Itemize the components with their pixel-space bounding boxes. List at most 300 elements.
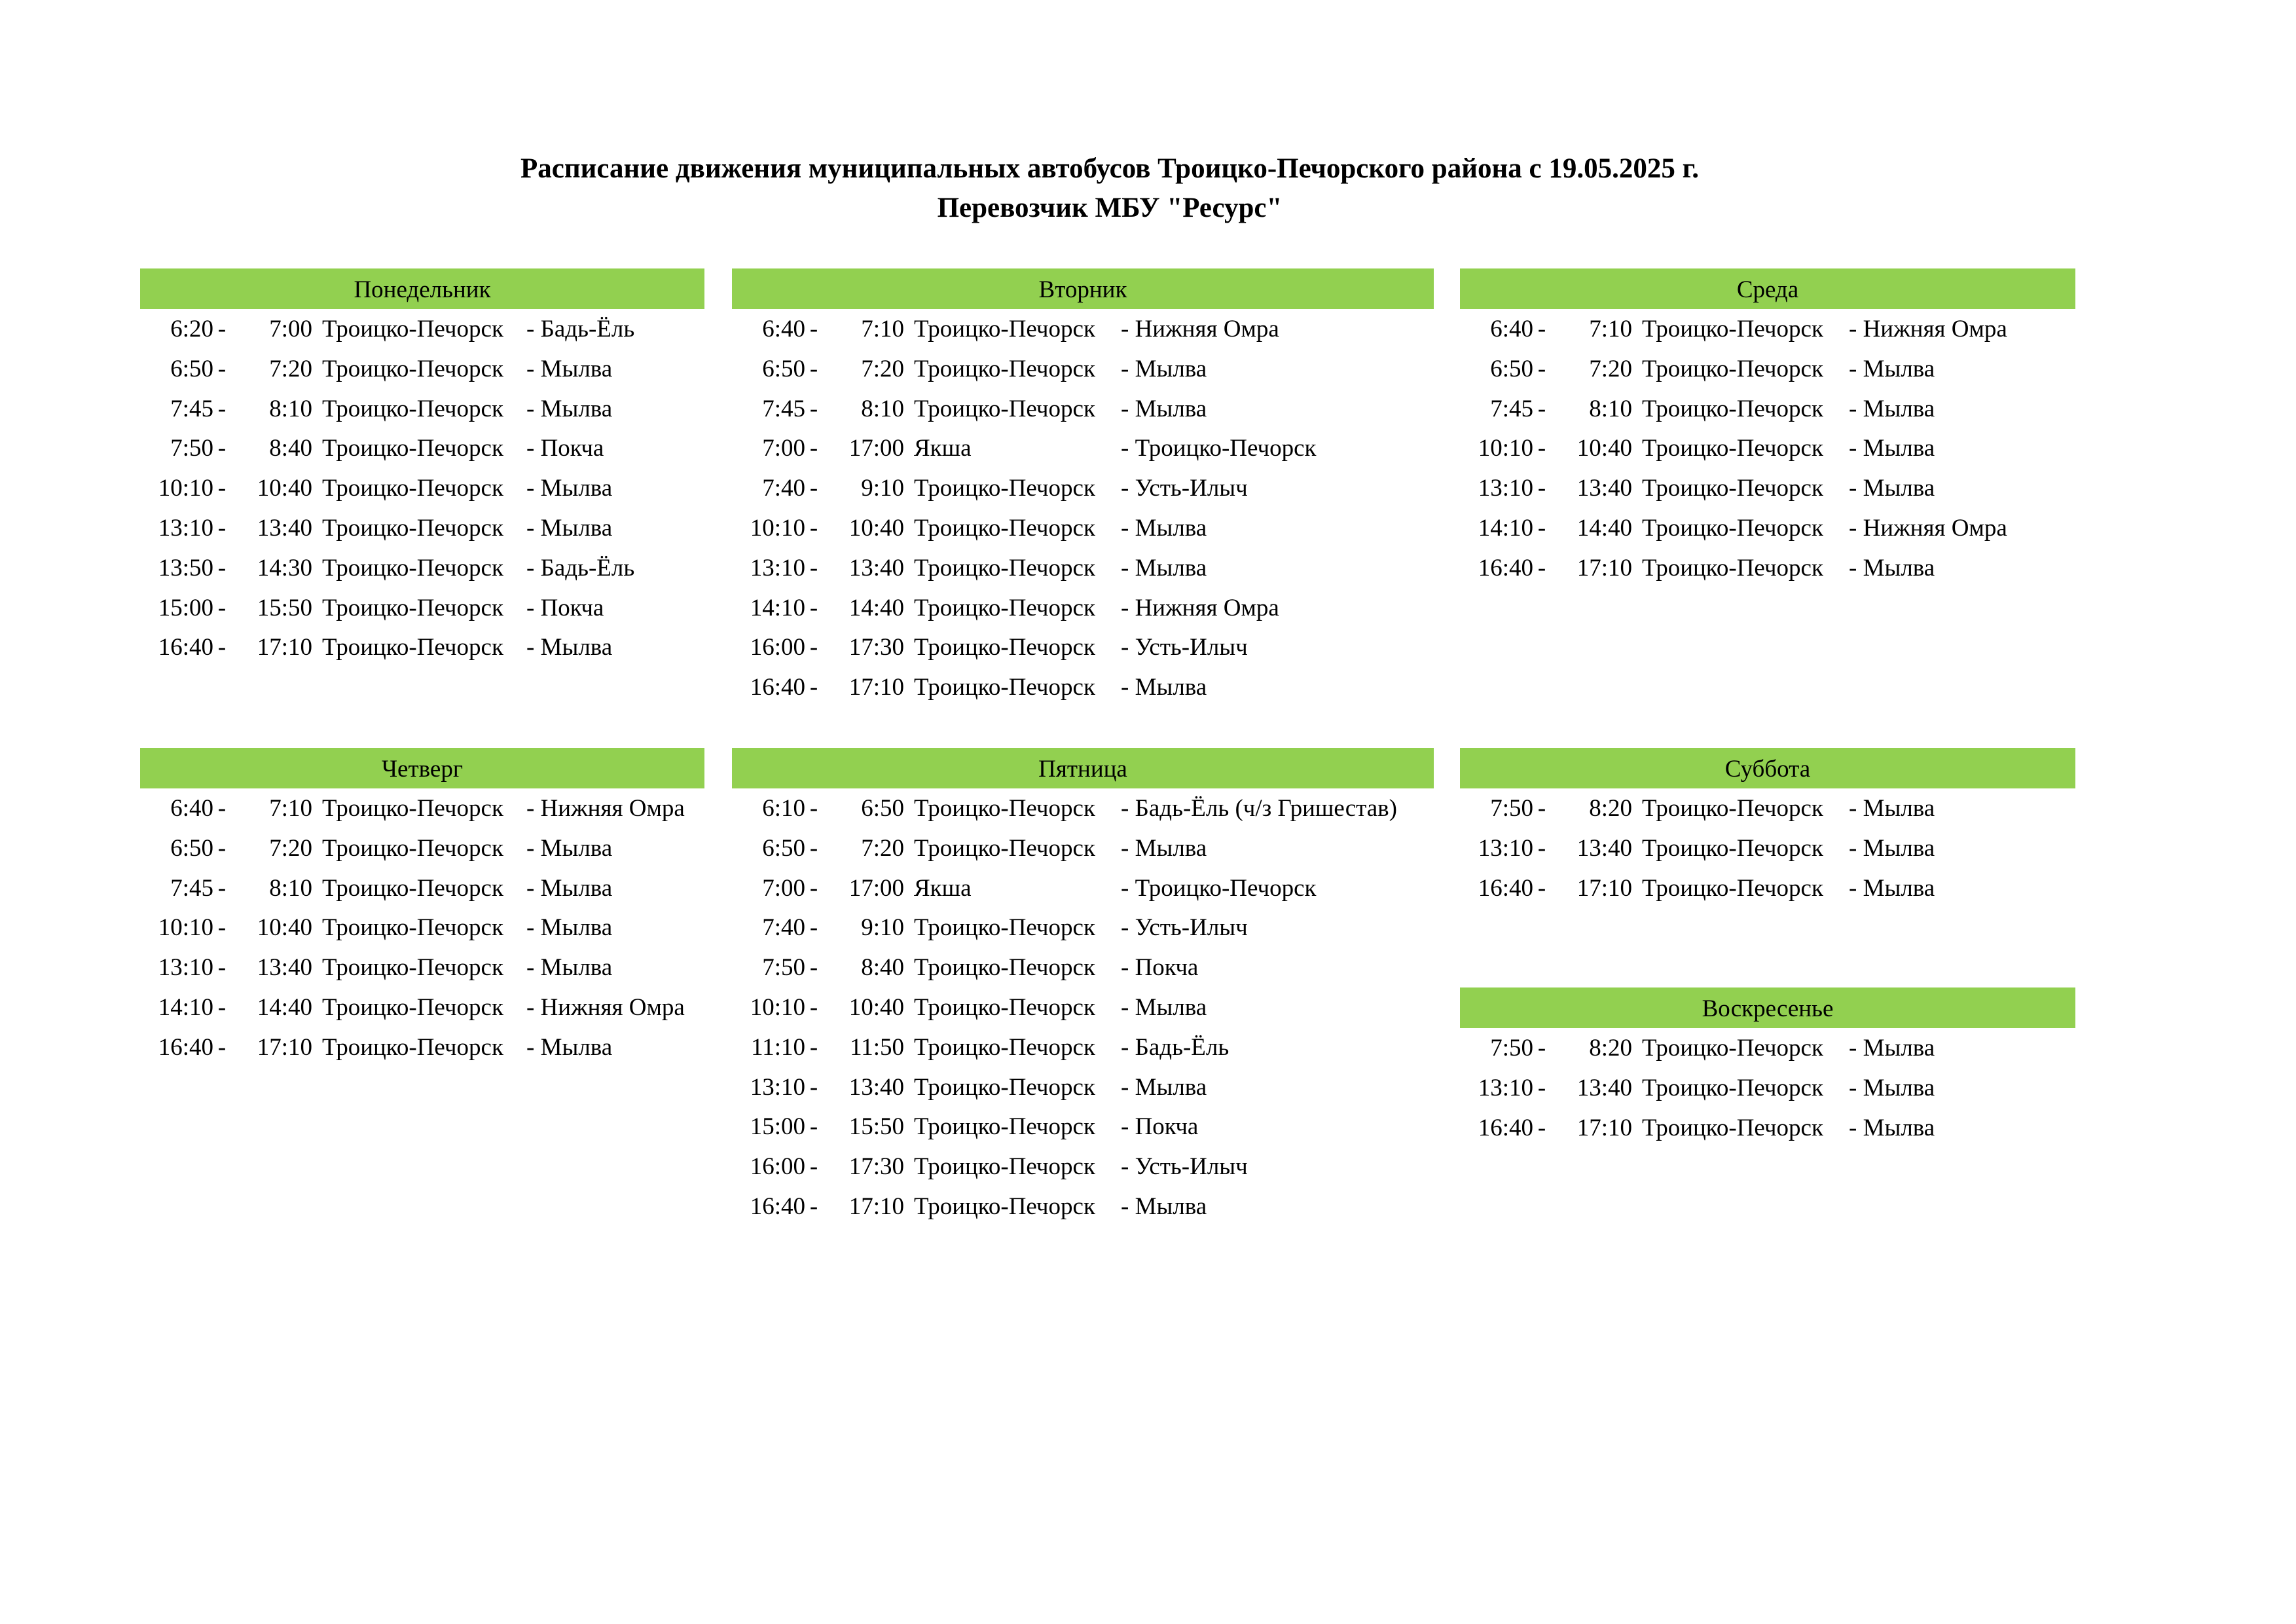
arrival-time: 13:40 <box>1576 475 1632 502</box>
trip-row <box>732 1107 1434 1147</box>
trip-row <box>1460 1068 2075 1108</box>
day-block-friday <box>732 748 1434 1227</box>
trip-row <box>1460 508 2075 548</box>
trip-row <box>732 1067 1434 1107</box>
destination-stop: - Мылва <box>1849 355 1935 382</box>
departure-time: 6:40 <box>1490 316 1533 342</box>
departure-time: 13:10 <box>1478 1074 1533 1101</box>
destination-stop: - Покча <box>526 594 604 621</box>
arrival-time: 8:40 <box>269 435 312 462</box>
departure-time: 7:50 <box>762 954 805 982</box>
time-separator: - <box>1537 1074 1546 1101</box>
origin-stop: Троицко-Печорск <box>322 874 503 902</box>
origin-stop: Троицко-Печорск <box>914 355 1095 382</box>
arrival-time: 7:10 <box>1589 316 1632 342</box>
day-header-saturday: Суббота <box>1460 748 2075 788</box>
trip-row <box>732 788 1434 828</box>
destination-stop: - Мылва <box>1849 834 1935 862</box>
departure-time: 14:10 <box>158 993 213 1021</box>
time-separator: - <box>217 634 227 661</box>
arrival-time: 10:40 <box>1576 435 1632 462</box>
arrival-time: 8:40 <box>861 954 904 982</box>
departure-time: 13:10 <box>158 954 213 982</box>
time-separator: - <box>809 795 818 822</box>
time-separator: - <box>809 435 818 462</box>
time-separator: - <box>809 514 818 542</box>
time-separator: - <box>217 554 227 581</box>
departure-time: 7:00 <box>762 435 805 462</box>
time-separator: - <box>217 993 227 1021</box>
trip-row <box>1460 468 2075 508</box>
arrival-time: 7:00 <box>269 316 312 342</box>
time-separator: - <box>217 795 227 822</box>
arrival-time: 9:10 <box>861 914 904 942</box>
arrival-time: 8:10 <box>269 395 312 422</box>
day-block-monday <box>140 268 704 667</box>
trip-row <box>1460 349 2075 389</box>
time-separator: - <box>217 594 227 621</box>
time-separator: - <box>217 355 227 382</box>
arrival-time: 17:10 <box>257 1033 312 1061</box>
destination-stop: - Нижняя Омра <box>526 795 685 822</box>
arrival-time: 13:40 <box>1576 834 1632 862</box>
arrival-time: 17:00 <box>848 435 904 462</box>
destination-stop: - Мылва <box>1121 1192 1207 1220</box>
origin-stop: Троицко-Печорск <box>1642 1114 1823 1141</box>
departure-time: 7:45 <box>170 874 213 902</box>
time-separator: - <box>809 316 818 342</box>
day-header-sunday: Воскресенье <box>1460 987 2075 1028</box>
trip-row <box>140 349 704 389</box>
departure-time: 6:50 <box>170 834 213 862</box>
carrier-subtitle: Перевозчик МБУ "Ресурс" <box>937 193 1283 223</box>
destination-stop: - Мылва <box>526 954 613 982</box>
origin-stop: Троицко-Печорск <box>1642 355 1823 382</box>
time-separator: - <box>809 954 818 982</box>
time-separator: - <box>1537 795 1546 822</box>
time-separator: - <box>1537 355 1546 382</box>
time-separator: - <box>809 1113 818 1141</box>
destination-stop: - Нижняя Омра <box>1121 594 1279 621</box>
departure-time: 7:50 <box>1490 1035 1533 1061</box>
departure-time: 13:10 <box>750 554 805 581</box>
arrival-time: 8:10 <box>861 395 904 422</box>
trip-list-friday <box>732 788 1434 1227</box>
departure-time: 16:40 <box>1478 554 1533 581</box>
departure-time: 6:50 <box>762 834 805 862</box>
departure-time: 16:40 <box>158 634 213 661</box>
departure-time: 13:10 <box>750 1073 805 1101</box>
origin-stop: Троицко-Печорск <box>914 514 1095 542</box>
destination-stop: - Мылва <box>1121 993 1207 1021</box>
trip-row <box>732 667 1434 707</box>
arrival-time: 15:50 <box>848 1113 904 1141</box>
origin-stop: Троицко-Печорск <box>1642 554 1823 581</box>
day-header-friday: Пятница <box>732 748 1434 788</box>
destination-stop: - Мылва <box>1121 514 1207 542</box>
arrival-time: 13:40 <box>848 554 904 581</box>
trip-row <box>140 588 704 628</box>
destination-stop: - Мылва <box>526 914 613 942</box>
time-separator: - <box>809 914 818 942</box>
arrival-time: 13:40 <box>257 954 312 982</box>
time-separator: - <box>1537 1114 1546 1141</box>
arrival-time: 13:40 <box>257 514 312 542</box>
trip-row <box>1460 1108 2075 1148</box>
origin-stop: Троицко-Печорск <box>322 355 503 382</box>
time-separator: - <box>809 1073 818 1101</box>
departure-time: 6:50 <box>170 355 213 382</box>
trip-row <box>140 508 704 548</box>
destination-stop: - Мылва <box>1849 874 1935 902</box>
destination-stop: - Мылва <box>1849 435 1935 462</box>
time-separator: - <box>809 993 818 1021</box>
time-separator: - <box>217 475 227 502</box>
arrival-time: 10:40 <box>848 514 904 542</box>
trip-row <box>140 1027 704 1067</box>
origin-stop: Троицко-Печорск <box>914 914 1095 942</box>
trip-row <box>140 428 704 468</box>
time-separator: - <box>809 674 818 701</box>
trip-row <box>1460 828 2075 868</box>
destination-stop: - Мылва <box>1849 795 1935 822</box>
destination-stop: - Мылва <box>1849 554 1935 581</box>
arrival-time: 17:30 <box>848 1153 904 1181</box>
time-separator: - <box>217 316 227 342</box>
departure-time: 14:10 <box>750 594 805 621</box>
time-separator: - <box>1537 554 1546 581</box>
origin-stop: Троицко-Печорск <box>322 594 503 621</box>
arrival-time: 6:50 <box>861 795 904 822</box>
trip-row <box>732 828 1434 868</box>
destination-stop: - Мылва <box>1849 1074 1935 1101</box>
origin-stop: Троицко-Печорск <box>914 395 1095 422</box>
arrival-time: 17:00 <box>848 874 904 902</box>
destination-stop: - Бадь-Ёль <box>526 554 635 581</box>
destination-stop: - Троицко-Печорск <box>1121 874 1317 902</box>
origin-stop: Троицко-Печорск <box>322 914 503 942</box>
destination-stop: - Мылва <box>1849 1035 1935 1061</box>
departure-time: 6:50 <box>1490 355 1533 382</box>
day-block-wednesday <box>1460 268 2075 588</box>
trip-row <box>732 389 1434 429</box>
origin-stop: Троицко-Печорск <box>1642 1035 1823 1061</box>
departure-time: 7:50 <box>170 435 213 462</box>
arrival-time: 7:20 <box>1589 355 1632 382</box>
origin-stop: Троицко-Печорск <box>914 634 1095 661</box>
time-separator: - <box>217 834 227 862</box>
trip-list-tuesday <box>732 309 1434 707</box>
departure-time: 6:40 <box>762 316 805 342</box>
time-separator: - <box>809 874 818 902</box>
destination-stop: - Мылва <box>526 1033 613 1061</box>
departure-time: 16:40 <box>158 1033 213 1061</box>
departure-time: 10:10 <box>750 514 805 542</box>
departure-time: 10:10 <box>158 475 213 502</box>
origin-stop: Троицко-Печорск <box>322 954 503 982</box>
departure-time: 6:10 <box>762 795 805 822</box>
destination-stop: - Нижняя Омра <box>1121 316 1279 342</box>
destination-stop: - Мылва <box>526 355 613 382</box>
time-separator: - <box>217 914 227 942</box>
time-separator: - <box>217 514 227 542</box>
destination-stop: - Нижняя Омра <box>1849 514 2007 542</box>
arrival-time: 15:50 <box>257 594 312 621</box>
origin-stop: Троицко-Печорск <box>322 993 503 1021</box>
origin-stop: Троицко-Печорск <box>1642 435 1823 462</box>
origin-stop: Троицко-Печорск <box>1642 1074 1823 1101</box>
origin-stop: Якша <box>914 874 972 902</box>
origin-stop: Троицко-Печорск <box>914 554 1095 581</box>
destination-stop: - Мылва <box>1121 1073 1207 1101</box>
trip-row <box>732 908 1434 948</box>
arrival-time: 14:40 <box>257 993 312 1021</box>
departure-time: 6:50 <box>762 355 805 382</box>
origin-stop: Троицко-Печорск <box>914 1192 1095 1220</box>
origin-stop: Троицко-Печорск <box>322 316 503 342</box>
departure-time: 7:45 <box>762 395 805 422</box>
arrival-time: 7:20 <box>861 834 904 862</box>
day-block-thursday <box>140 748 704 1067</box>
trip-row <box>140 627 704 667</box>
trip-row <box>1460 1028 2075 1068</box>
trip-row <box>732 349 1434 389</box>
destination-stop: - Мылва <box>1121 674 1207 701</box>
trip-list-saturday <box>1460 788 2075 908</box>
departure-time: 6:20 <box>170 316 213 342</box>
time-separator: - <box>809 554 818 581</box>
destination-stop: - Мылва <box>526 395 613 422</box>
arrival-time: 17:10 <box>257 634 312 661</box>
destination-stop: - Бадь-Ёль (ч/з Гришестав) <box>1121 795 1397 822</box>
time-separator: - <box>1537 395 1546 422</box>
arrival-time: 17:10 <box>848 1192 904 1220</box>
time-separator: - <box>809 1153 818 1181</box>
arrival-time: 7:20 <box>269 355 312 382</box>
arrival-time: 7:20 <box>861 355 904 382</box>
arrival-time: 14:40 <box>1576 514 1632 542</box>
destination-stop: - Мылва <box>526 834 613 862</box>
departure-time: 13:10 <box>1478 475 1533 502</box>
trip-row <box>140 309 704 349</box>
arrival-time: 7:10 <box>861 316 904 342</box>
origin-stop: Троицко-Печорск <box>914 954 1095 982</box>
trip-list-sunday <box>1460 1028 2075 1147</box>
departure-time: 13:50 <box>158 554 213 581</box>
destination-stop: - Бадь-Ёль <box>526 316 635 342</box>
departure-time: 7:40 <box>762 475 805 502</box>
origin-stop: Троицко-Печорск <box>322 395 503 422</box>
arrival-time: 13:40 <box>848 1073 904 1101</box>
time-separator: - <box>809 834 818 862</box>
trip-list-wednesday <box>1460 309 2075 588</box>
arrival-time: 17:10 <box>848 674 904 701</box>
time-separator: - <box>1537 874 1546 902</box>
trip-row <box>732 948 1434 987</box>
destination-stop: - Мылва <box>1121 395 1207 422</box>
time-separator: - <box>809 594 818 621</box>
arrival-time: 9:10 <box>861 475 904 502</box>
time-separator: - <box>1537 475 1546 502</box>
origin-stop: Троицко-Печорск <box>914 834 1095 862</box>
trip-row <box>732 1187 1434 1227</box>
origin-stop: Троицко-Печорск <box>322 554 503 581</box>
time-separator: - <box>217 954 227 982</box>
arrival-time: 8:20 <box>1589 795 1632 822</box>
destination-stop: - Мылва <box>526 634 613 661</box>
trip-row <box>140 987 704 1027</box>
origin-stop: Троицко-Печорск <box>1642 795 1823 822</box>
departure-time: 16:40 <box>1478 1114 1533 1141</box>
destination-stop: - Покча <box>1121 954 1199 982</box>
origin-stop: Троицко-Печорск <box>914 475 1095 502</box>
trip-row <box>140 868 704 908</box>
destination-stop: - Мылва <box>1849 395 1935 422</box>
origin-stop: Троицко-Печорск <box>322 475 503 502</box>
origin-stop: Троицко-Печорск <box>322 795 503 822</box>
trip-row <box>140 389 704 429</box>
destination-stop: - Мылва <box>1121 834 1207 862</box>
arrival-time: 7:20 <box>269 834 312 862</box>
arrival-time: 17:10 <box>1576 554 1632 581</box>
time-separator: - <box>1537 435 1546 462</box>
trip-row <box>732 428 1434 468</box>
trip-row <box>1460 788 2075 828</box>
arrival-time: 10:40 <box>848 993 904 1021</box>
arrival-time: 17:10 <box>1576 874 1632 902</box>
origin-stop: Троицко-Печорск <box>322 435 503 462</box>
origin-stop: Троицко-Печорск <box>1642 834 1823 862</box>
departure-time: 7:00 <box>762 874 805 902</box>
trip-row <box>732 987 1434 1027</box>
origin-stop: Троицко-Печорск <box>914 1033 1095 1061</box>
departure-time: 13:10 <box>1478 834 1533 862</box>
origin-stop: Троицко-Печорск <box>1642 395 1823 422</box>
time-separator: - <box>809 1033 818 1061</box>
arrival-time: 10:40 <box>257 475 312 502</box>
time-separator: - <box>1537 1035 1546 1061</box>
time-separator: - <box>809 475 818 502</box>
day-block-saturday <box>1460 748 2075 908</box>
destination-stop: - Нижняя Омра <box>526 993 685 1021</box>
origin-stop: Троицко-Печорск <box>1642 514 1823 542</box>
trip-row <box>732 868 1434 908</box>
departure-time: 7:45 <box>1490 395 1533 422</box>
destination-stop: - Бадь-Ёль <box>1121 1033 1230 1061</box>
origin-stop: Троицко-Печорск <box>1642 316 1823 342</box>
destination-stop: - Покча <box>1121 1113 1199 1141</box>
arrival-time: 8:10 <box>269 874 312 902</box>
destination-stop: - Покча <box>526 435 604 462</box>
origin-stop: Троицко-Печорск <box>914 1113 1095 1141</box>
arrival-time: 13:40 <box>1576 1074 1632 1101</box>
departure-time: 10:10 <box>1478 435 1533 462</box>
destination-stop: - Мылва <box>526 874 613 902</box>
origin-stop: Троицко-Печорск <box>322 514 503 542</box>
trip-row <box>1460 389 2075 429</box>
day-block-sunday <box>1460 987 2075 1147</box>
trip-row <box>732 508 1434 548</box>
departure-time: 15:00 <box>750 1113 805 1141</box>
destination-stop: - Усть-Илыч <box>1121 475 1248 502</box>
departure-time: 16:40 <box>1478 874 1533 902</box>
departure-time: 16:40 <box>750 674 805 701</box>
origin-stop: Троицко-Печорск <box>914 795 1095 822</box>
trip-row <box>732 468 1434 508</box>
destination-stop: - Мылва <box>526 514 613 542</box>
origin-stop: Троицко-Печорск <box>322 1033 503 1061</box>
day-header-tuesday: Вторник <box>732 268 1434 309</box>
origin-stop: Троицко-Печорск <box>322 834 503 862</box>
origin-stop: Якша <box>914 435 972 462</box>
destination-stop: - Усть-Илыч <box>1121 914 1248 942</box>
trip-row <box>732 309 1434 349</box>
trip-row <box>140 828 704 868</box>
time-separator: - <box>217 435 227 462</box>
departure-time: 16:00 <box>750 1153 805 1181</box>
trip-row <box>732 588 1434 628</box>
time-separator: - <box>217 1033 227 1061</box>
destination-stop: - Мылва <box>1849 475 1935 502</box>
time-separator: - <box>1537 834 1546 862</box>
origin-stop: Троицко-Печорск <box>1642 475 1823 502</box>
origin-stop: Троицко-Печорск <box>322 634 503 661</box>
departure-time: 15:00 <box>158 594 213 621</box>
destination-stop: - Нижняя Омра <box>1849 316 2007 342</box>
trip-row <box>732 1147 1434 1187</box>
trip-row <box>1460 428 2075 468</box>
time-separator: - <box>217 874 227 902</box>
departure-time: 11:10 <box>751 1033 805 1061</box>
trip-list-monday <box>140 309 704 667</box>
departure-time: 6:40 <box>170 795 213 822</box>
trip-row <box>140 788 704 828</box>
departure-time: 7:40 <box>762 914 805 942</box>
arrival-time: 17:10 <box>1576 1114 1632 1141</box>
destination-stop: - Троицко-Печорск <box>1121 435 1317 462</box>
day-block-tuesday <box>732 268 1434 707</box>
destination-stop: - Мылва <box>526 475 613 502</box>
time-separator: - <box>1537 514 1546 542</box>
time-separator: - <box>809 634 818 661</box>
time-separator: - <box>217 395 227 422</box>
time-separator: - <box>809 355 818 382</box>
origin-stop: Троицко-Печорск <box>914 594 1095 621</box>
departure-time: 10:10 <box>158 914 213 942</box>
destination-stop: - Усть-Илыч <box>1121 1153 1248 1181</box>
origin-stop: Троицко-Печорск <box>914 674 1095 701</box>
page-title: Расписание движения муниципальных автобусов Троицко-Печорского района с 19.05.2025 г. <box>520 153 1700 184</box>
arrival-time: 10:40 <box>257 914 312 942</box>
trip-row <box>140 908 704 948</box>
origin-stop: Троицко-Печорск <box>914 316 1095 342</box>
origin-stop: Троицко-Печорск <box>914 1073 1095 1101</box>
departure-time: 7:45 <box>170 395 213 422</box>
origin-stop: Троицко-Печорск <box>914 993 1095 1021</box>
departure-time: 16:00 <box>750 634 805 661</box>
trip-row <box>732 1027 1434 1067</box>
day-header-wednesday: Среда <box>1460 268 2075 309</box>
arrival-time: 14:40 <box>848 594 904 621</box>
trip-row <box>1460 548 2075 588</box>
time-separator: - <box>1537 316 1546 342</box>
departure-time: 14:10 <box>1478 514 1533 542</box>
day-header-thursday: Четверг <box>140 748 704 788</box>
arrival-time: 17:30 <box>848 634 904 661</box>
origin-stop: Троицко-Печорск <box>914 1153 1095 1181</box>
trip-row <box>732 627 1434 667</box>
destination-stop: - Мылва <box>1121 554 1207 581</box>
